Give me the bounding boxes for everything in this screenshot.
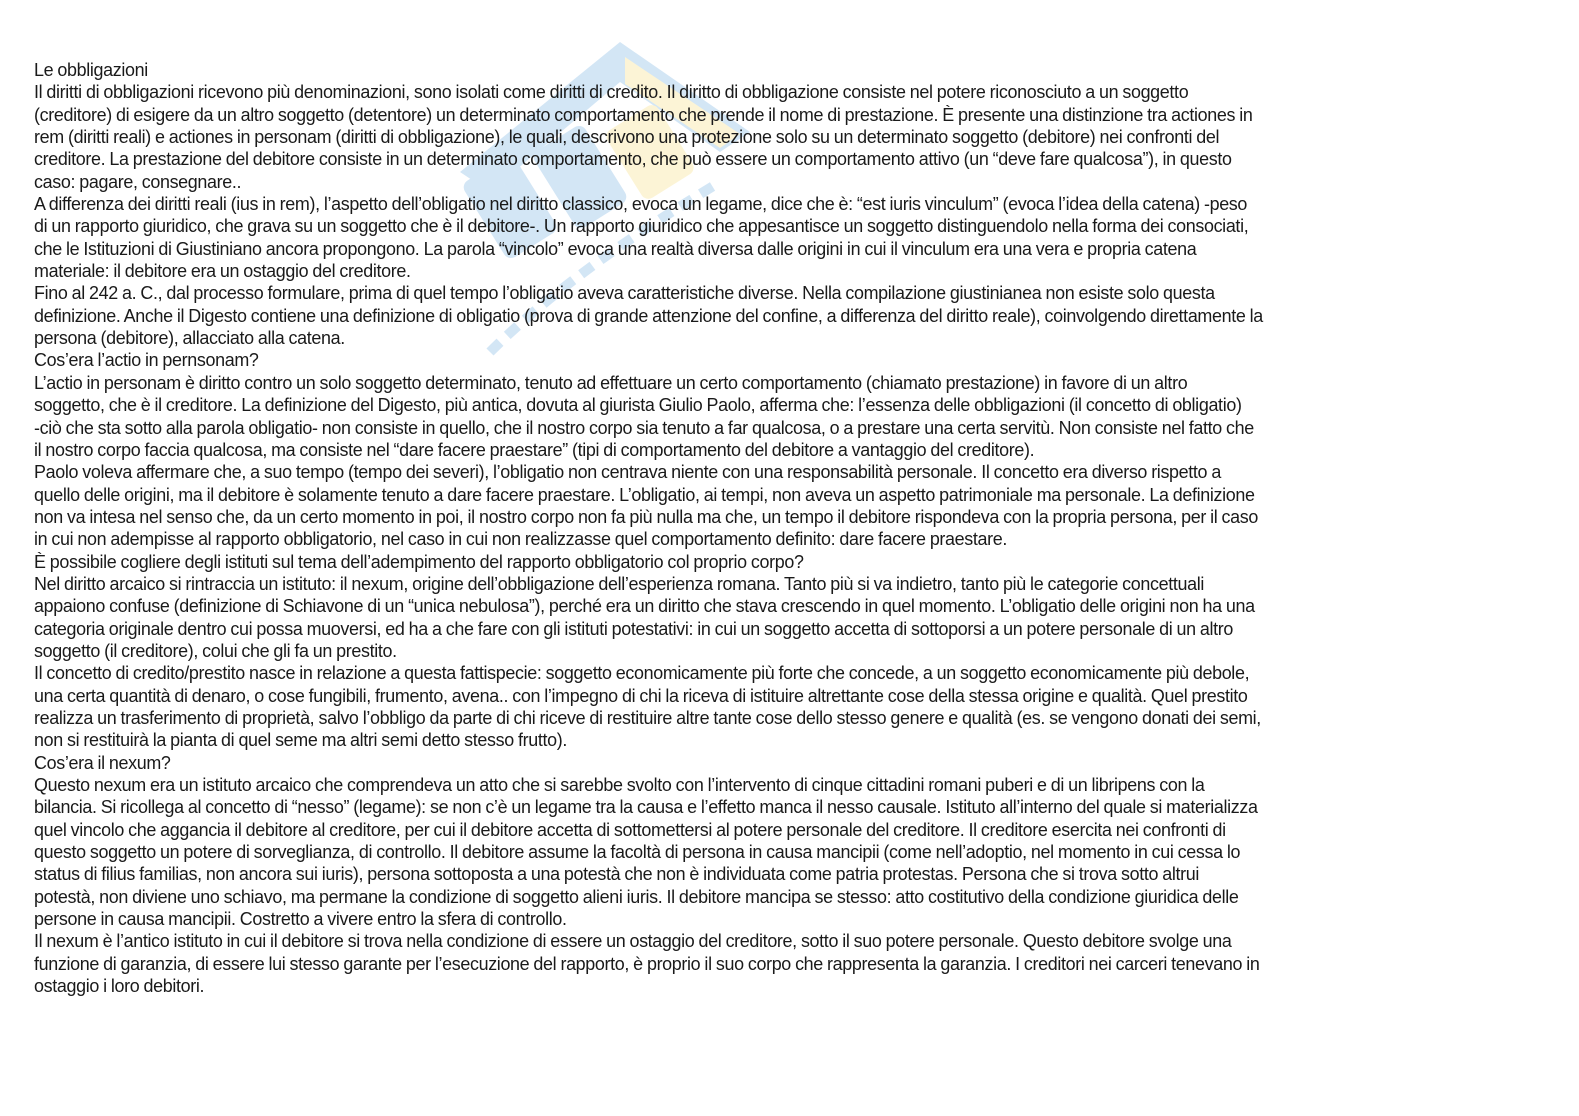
text-line: soggetto (il creditore), colui che gli fa un prestito.	[34, 640, 397, 661]
text-line: quel vincolo che aggancia il debitore al creditore, per cui il debitore accetta di sottomettersi al potere personale del creditore. Il creditore esercita nei confronti di	[34, 819, 1226, 840]
text-line: una certa quantità di denaro, o cose fungibili, frumento, avena.. con l’impegno di chi la riceva di istituire altrettante cose della stessa origine e qualità. Quel prestito	[34, 685, 1248, 706]
text-line: non si restituirà la pianta di quel seme ma altri semi detto stesso frutto).	[34, 730, 567, 751]
text-line: caso: pagare, consegnare..	[34, 171, 242, 192]
text-line: -ciò che sta sotto alla parola obligatio- non consiste in quello, che il nostro corpo sia tenuto a far qualcosa, o a prestare una certa servitù. Non consiste nel fatto che	[34, 417, 1254, 438]
text-line: (creditore) di esigere da un altro soggetto (detentore) un determinato comportamento che prende il nome di prestazione. È presente una distinzione tra actiones in	[34, 104, 1253, 125]
text-line: funzione di garanzia, di essere lui stesso garante per l’esecuzione del rapporto, è proprio il suo corpo che rappresenta la garanzia. I creditori nei carceri tenevano in	[34, 953, 1260, 974]
text-line: questo soggetto un potere di sorveglianza, di controllo. Il debitore assume la facoltà di persona in causa mancipii (come nell’adoptio, nel momento in cui cessa lo	[34, 842, 1241, 863]
text-line: Nel diritto arcaico si rintraccia un istituto: il nexum, origine dell’obbligazione dell’esperienza romana. Tanto più si va indietro, tanto più le categorie concettuali	[34, 573, 1205, 594]
text-line: il nostro corpo faccia qualcosa, ma consiste nel “dare facere praestare” (tipi di comportamento del debitore a vantaggio del creditore).	[34, 439, 1035, 460]
text-line: persona (debitore), allacciato alla catena.	[34, 328, 345, 349]
document-title: Le obbligazioni	[34, 60, 148, 80]
text-line: Il diritti di obbligazioni ricevono più denominazioni, sono isolati come diritti di credito. Il diritto di obbligazione consiste nel potere riconosciuto a un soggetto	[34, 82, 1189, 103]
text-line: di un rapporto giuridico, che grava su un soggetto che è il debitore-. Un rapporto giuridico che appesantisce un soggetto distinguendolo nella forma dei consociati,	[34, 216, 1249, 237]
text-line: persone in causa mancipii. Costretto a vivere entro la sfera di controllo.	[34, 909, 567, 930]
text-line: status di filius familias, non ancora sui iuris), persona sottoposta a una potestà che non è individuata come patria protestas. Persona che si trova sotto altrui	[34, 864, 1199, 885]
text-line: A differenza dei diritti reali (ius in rem), l’aspetto dell’obligatio nel diritto classico, evoca un legame, dice che è: “est iuris vinculum” (evoca l’idea della catena) -peso	[34, 194, 1248, 215]
text-line: Fino al 242 a. C., dal processo formulare, prima di quel tempo l’obligatio aveva caratteristiche diverse. Nella compilazione giustinianea non esiste solo questa	[34, 283, 1215, 304]
text-line: appaiono confuse (definizione di Schiavone di un “unica nebulosa”), perché era un diritto che stava crescendo in quel momento. L’obligatio delle origini non ha una	[34, 596, 1255, 617]
text-line: definizione. Anche il Digesto contiene una definizione di obligatio (prova di grande attenzione del confine, a differenza del diritto reale), coinvolgendo direttamente la	[34, 305, 1263, 326]
text-line: bilancia. Si ricollega al concetto di “nesso” (legame): se non c’è un legame tra la causa e l’effetto manca il nesso causale. Istituto all’interno del quale si materializza	[34, 797, 1258, 818]
section-question: Cos’era il nexum?	[34, 752, 171, 773]
text-line: materiale: il debitore era un ostaggio del creditore.	[34, 261, 411, 282]
text-line: realizza un trasferimento di proprietà, salvo l’obbligo da parte di chi riceve di restituire altre tante cose dello stesso genere e qualità (es. se vengono donati dei semi,	[34, 707, 1261, 728]
document-body	[34, 59, 1521, 997]
text-line: potestà, non diviene uno schiavo, ma permane la condizione di soggetto alieni iuris. Il debitore mancipa se stesso: atto costitutivo della condizione giuridica delle	[34, 886, 1239, 907]
text-line: soggetto, che è il creditore. La definizione del Digesto, più antica, dovuta al giurista Giulio Paolo, afferma che: l’essenza delle obbligazioni (il concetto di obligatio)	[34, 395, 1242, 416]
section-question: È possibile cogliere degli istituti sul tema dell’adempimento del rapporto obbligatorio col proprio corpo?	[34, 551, 804, 572]
text-line: L’actio in personam è diritto contro un solo soggetto determinato, tenuto ad effettuare un certo comportamento (chiamato prestazione) in favore di un altro	[34, 372, 1188, 393]
text-line: categoria originale dentro cui possa muoversi, ed ha a che fare con gli istituti potestativi: in cui un soggetto accetta di sottoporsi a un potere personale di un altro	[34, 618, 1234, 639]
text-line: quello delle origini, ma il debitore è solamente tenuto a dare facere praestare. L’obligatio, ai tempi, non aveva un aspetto patrimoniale ma personale. La definizione	[34, 484, 1255, 505]
text-line: Paolo voleva affermare che, a suo tempo (tempo dei severi), l’obligatio non centrava niente con una responsabilità personale. Il concetto era diverso rispetto a	[34, 462, 1221, 483]
text-line: Il nexum è l’antico istituto in cui il debitore si trova nella condizione di essere un ostaggio del creditore, sotto il suo potere personale. Questo debitore svolge una	[34, 931, 1232, 952]
text-line: creditore. La prestazione del debitore consiste in un determinato comportamento, che può essere un comportamento attivo (un “deve fare qualcosa”), in questo	[34, 149, 1232, 170]
text-line: rem (diritti reali) e actiones in personam (diritti di obbligazione), le quali, descrivono una protezione solo su un determinato soggetto (debitore) nei confronti del	[34, 127, 1220, 148]
text-line: Questo nexum era un istituto arcaico che comprendeva un atto che si sarebbe svolto con l’intervento di cinque cittadini romani puberi e di un libripens con la	[34, 775, 1205, 795]
text-line: in cui non adempisse al rapporto obbligatorio, nel caso in cui non realizzasse quel comportamento definito: dare facere praestare.	[34, 529, 1008, 550]
section-question: Cos’era l’actio in pernsonam?	[34, 350, 259, 371]
text-line: ostaggio i loro debitori.	[34, 976, 205, 997]
text-line: non va intesa nel senso che, da un certo momento in poi, il nostro corpo non fa più nulla ma che, un tempo il debitore rispondeva con la propria persona, per il caso	[34, 506, 1258, 527]
text-line: Il concetto di credito/prestito nasce in relazione a questa fattispecie: soggetto economicamente più forte che concede, a un soggetto economicamente più debole,	[34, 663, 1250, 684]
text-line: che le Istituzioni di Giustiniano ancora propongono. La parola “vincolo” evoca una realtà diversa dalle origini in cui il vinculum era una vera e propria catena	[34, 238, 1197, 259]
